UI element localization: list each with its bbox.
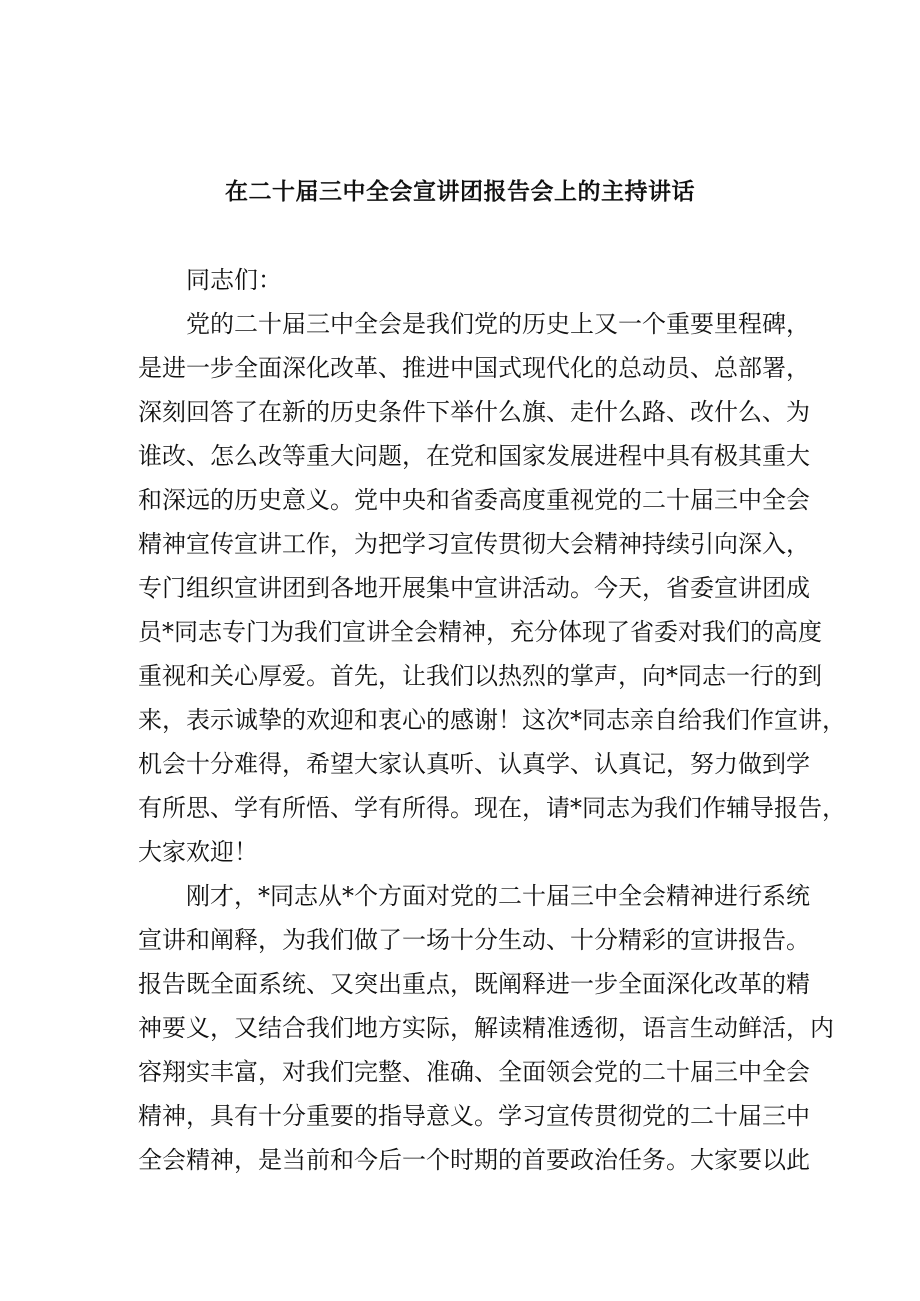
text-line: 刚才，*同志从*个方面对党的二十届三中全会精神进行系统 — [186, 882, 810, 910]
text-line: 大家欢迎！ — [138, 838, 258, 866]
document-title: 在二十届三中全会宣讲团报告会上的主持讲话 — [225, 179, 695, 205]
text-line: 谁改、怎么改等重大问题，在党和国家发展进程中具有极其重大 — [138, 442, 810, 470]
text-line: 是进一步全面深化改革、推进中国式现代化的总动员、总部署， — [138, 354, 810, 382]
text-line: 精神，具有十分重要的指导意义。学习宣传贯彻党的二十届三中 — [138, 1102, 810, 1130]
text-line: 深刻回答了在新的历史条件下举什么旗、走什么路、改什么、为 — [138, 398, 810, 426]
text-line: 机会十分难得，希望大家认真听、认真学、认真记，努力做到学 — [138, 750, 810, 778]
text-line: 专门组织宣讲团到各地开展集中宣讲活动。今天，省委宣讲团成 — [138, 574, 810, 602]
text-line: 党的二十届三中全会是我们党的历史上又一个重要里程碑， — [186, 310, 810, 338]
salutation: 同志们： — [186, 266, 282, 294]
text-line: 重视和关心厚爱。首先，让我们以热烈的掌声，向*同志一行的到 — [138, 662, 822, 690]
text-line: 全会精神，是当前和今后一个时期的首要政治任务。大家要以此 — [138, 1146, 810, 1174]
text-line: 宣讲和阐释，为我们做了一场十分生动、十分精彩的宣讲报告。 — [138, 926, 810, 954]
text-line: 来，表示诚挚的欢迎和衷心的感谢！这次*同志亲自给我们作宣讲， — [138, 706, 846, 734]
text-line: 员*同志专门为我们宣讲全会精神，充分体现了省委对我们的高度 — [138, 618, 822, 646]
text-line: 有所思、学有所悟、学有所得。现在，请*同志为我们作辅导报告， — [138, 794, 846, 822]
text-line: 精神宣传宣讲工作，为把学习宣传贯彻大会精神持续引向深入， — [138, 530, 810, 558]
text-line: 报告既全面系统、又突出重点，既阐释进一步全面深化改革的精 — [138, 970, 810, 998]
text-line: 容翔实丰富，对我们完整、准确、全面领会党的二十届三中全会 — [138, 1058, 810, 1086]
text-line: 和深远的历史意义。党中央和省委高度重视党的二十届三中全会 — [138, 486, 810, 514]
text-line: 神要义，又结合我们地方实际，解读精准透彻，语言生动鲜活，内 — [138, 1014, 834, 1042]
